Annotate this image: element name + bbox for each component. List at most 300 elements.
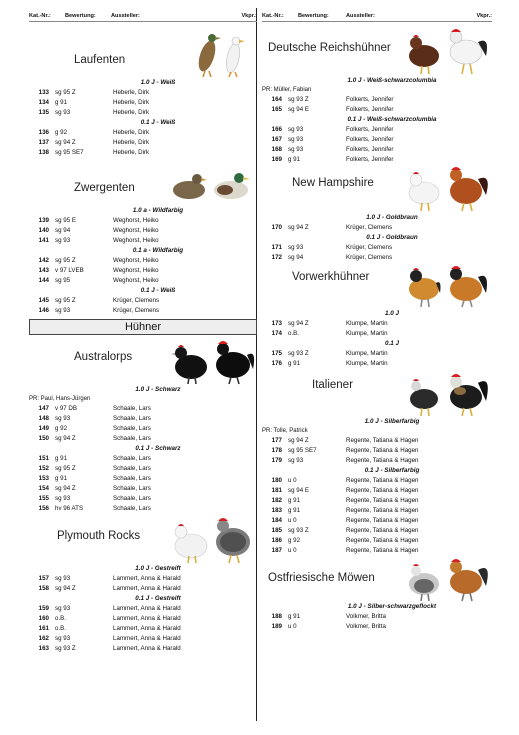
entry-row <box>262 516 492 526</box>
duck-image <box>179 26 257 78</box>
entry-exhibitor: Klumpe, Martin <box>346 360 388 367</box>
entry-exhibitor: Lammert, Anna & Harald <box>113 625 181 632</box>
entry-exhibitor: Schaale, Lars <box>113 465 151 472</box>
entry-list <box>262 436 492 466</box>
entry-number: 171 <box>271 244 282 251</box>
group-label: 0.1 J - Gestreift <box>135 595 181 602</box>
entry-exhibitor: Folkerts, Jennifer <box>346 126 394 133</box>
entry-exhibitor: Klumpe, Martin <box>346 330 388 337</box>
group-label: 1.0 J <box>384 310 399 317</box>
entry-number: 167 <box>271 136 282 143</box>
entry-row <box>262 105 492 115</box>
entry-grade: u 0 <box>288 517 297 524</box>
entry-list <box>29 454 257 514</box>
entry-number: 172 <box>271 254 282 261</box>
judge-line: PR: Müller, Fabian <box>262 87 312 93</box>
entry-row <box>29 256 257 266</box>
entry-grade: sg 95 SE7 <box>55 149 84 156</box>
chicken-image <box>167 339 257 385</box>
header-aus: Aussteller: <box>111 13 140 19</box>
entry-row <box>29 604 257 614</box>
entry-exhibitor: Volkmer, Britta <box>346 623 386 630</box>
judge-line: PR: Paul, Hans-Jürgen <box>29 396 91 402</box>
entry-row <box>29 434 257 444</box>
group-label: 0.1 J - Weiß <box>140 287 176 294</box>
entry-grade: u 0 <box>288 477 297 484</box>
entry-grade: sg 95 Z <box>55 89 76 96</box>
entry-number: 145 <box>38 297 49 304</box>
entry-grade: sg 94 Z <box>55 435 76 442</box>
chicken-image <box>167 516 257 564</box>
entry-grade: g 91 <box>288 360 301 367</box>
group-label: 1.0 J - Gestreift <box>135 565 181 572</box>
entry-row <box>262 223 492 233</box>
entry-grade: sg 93 <box>288 457 304 464</box>
group-label: 0.1 J <box>384 340 399 347</box>
entry-number: 152 <box>38 465 49 472</box>
entry-grade: g 91 <box>288 156 301 163</box>
breed-name: Laufenten <box>74 54 126 66</box>
breed-name: Ostfriesische Möwen <box>268 572 375 584</box>
entry-row <box>29 574 257 584</box>
entry-row <box>29 236 257 246</box>
chicken-image <box>402 265 492 309</box>
entry-number: 186 <box>271 537 282 544</box>
group-label: 0.1 J - Silberfarbig <box>364 467 420 474</box>
entry-row <box>29 414 257 424</box>
breed-name: Australorps <box>74 351 133 363</box>
breed-header-laufenten <box>29 26 257 78</box>
entry-list <box>29 216 257 246</box>
entry-grade: sg 94 <box>288 254 304 261</box>
entry-grade: sg 93 Z <box>55 645 76 652</box>
entry-exhibitor: Folkerts, Jennifer <box>346 136 394 143</box>
entry-row <box>29 494 257 504</box>
entry-number: 181 <box>271 487 282 494</box>
entry-row <box>262 622 492 632</box>
group-label: 0.1 J - Goldbraun <box>366 234 418 241</box>
entry-number: 169 <box>271 156 282 163</box>
entry-number: 156 <box>38 505 49 512</box>
entry-grade: u 0 <box>288 623 297 630</box>
entry-exhibitor: Schaale, Lars <box>113 495 151 502</box>
entry-exhibitor: Schaale, Lars <box>113 485 151 492</box>
entry-row <box>262 476 492 486</box>
header-nr: Kat.-Nr.: <box>29 13 51 19</box>
entry-grade: sg 94 Z <box>288 224 309 231</box>
entry-number: 166 <box>271 126 282 133</box>
entry-number: 150 <box>38 435 49 442</box>
entry-number: 139 <box>38 217 49 224</box>
breed-header-zwergenten <box>29 158 257 206</box>
entry-grade: sg 93 <box>55 495 71 502</box>
entry-number: 154 <box>38 485 49 492</box>
entry-row <box>262 125 492 135</box>
entry-grade: sg 93 <box>288 126 304 133</box>
breed-header-reichshuehner <box>262 26 492 76</box>
entry-row <box>262 155 492 165</box>
entry-number: 176 <box>271 360 282 367</box>
entry-exhibitor: Folkerts, Jennifer <box>346 156 394 163</box>
entry-grade: g 92 <box>55 129 68 136</box>
breed-name: Deutsche Reichshühner <box>268 42 391 54</box>
entry-grade: sg 93 <box>288 136 304 143</box>
judge-line: PR: Tolle, Patrick <box>262 428 308 434</box>
entry-grade: sg 93 <box>55 635 71 642</box>
entry-grade: sg 94 <box>55 227 71 234</box>
entry-exhibitor: Heberle, Dirk <box>113 129 150 136</box>
entry-exhibitor: Volkmer, Britta <box>346 613 386 620</box>
entry-row <box>262 446 492 456</box>
entry-exhibitor: Krüger, Clemens <box>113 297 160 304</box>
entry-row <box>29 216 257 226</box>
group-label: 1.0 a - Wildfarbig <box>132 207 184 214</box>
entry-row <box>29 624 257 634</box>
entry-number: 136 <box>38 129 49 136</box>
entry-row <box>29 226 257 236</box>
entry-exhibitor: Schaale, Lars <box>113 475 151 482</box>
entry-exhibitor: Regente, Tatiana & Hagen <box>346 497 419 504</box>
group-label: 1.0 J - Silber-schwarzgeflockt <box>347 603 437 610</box>
entry-row <box>29 424 257 434</box>
entry-grade: sg 93 <box>55 307 71 314</box>
entry-number: 143 <box>38 267 49 274</box>
table-header <box>29 12 257 22</box>
entry-row <box>29 404 257 414</box>
entry-row <box>262 456 492 466</box>
entry-exhibitor: Krüger, Clemens <box>113 307 160 314</box>
entry-exhibitor: Weghorst, Heiko <box>113 237 159 244</box>
entry-number: 163 <box>38 645 49 652</box>
entry-row <box>29 644 257 654</box>
entry-grade: sg 94 E <box>288 106 309 113</box>
entry-row <box>262 436 492 446</box>
entry-grade: g 91 <box>288 507 301 514</box>
header-bew: Bewertung: <box>298 13 329 19</box>
entry-grade: u 0 <box>288 547 297 554</box>
entry-number: 185 <box>271 527 282 534</box>
entry-row <box>29 484 257 494</box>
entry-grade: v 97 DB <box>55 405 78 412</box>
entry-exhibitor: Klumpe, Martin <box>346 320 388 327</box>
entry-number: 134 <box>38 99 49 106</box>
entry-number: 168 <box>271 146 282 153</box>
entry-number: 184 <box>271 517 282 524</box>
entry-list <box>262 476 492 556</box>
group-label: 0.1 a - Wildfarbig <box>132 247 184 254</box>
entry-grade: sg 95 E <box>55 217 76 224</box>
entry-exhibitor: Regente, Tatiana & Hagen <box>346 517 419 524</box>
entry-exhibitor: Regente, Tatiana & Hagen <box>346 507 419 514</box>
group-label: 0.1 J - Weiß <box>140 119 176 126</box>
breed-header-vorwerk <box>262 263 492 309</box>
entry-list <box>262 125 492 165</box>
right-column <box>262 12 492 632</box>
breed-header-plymouth <box>29 514 257 564</box>
entry-number: 153 <box>38 475 49 482</box>
chicken-image <box>402 558 492 602</box>
entry-grade: g 91 <box>55 455 68 462</box>
entry-grade: v 97 LVEB <box>55 267 84 274</box>
breed-name: Vorwerkhühner <box>292 271 370 283</box>
entry-grade: sg 94 Z <box>55 585 76 592</box>
entry-row <box>262 95 492 105</box>
entry-row <box>262 319 492 329</box>
entry-number: 149 <box>38 425 49 432</box>
entry-exhibitor: Lammert, Anna & Harald <box>113 645 181 652</box>
entry-grade: g 91 <box>55 475 68 482</box>
entry-list <box>262 223 492 233</box>
entry-number: 141 <box>38 237 49 244</box>
entry-number: 158 <box>38 585 49 592</box>
entry-row <box>262 135 492 145</box>
entry-row <box>29 266 257 276</box>
entry-exhibitor: Schaale, Lars <box>113 455 151 462</box>
entry-row <box>29 474 257 484</box>
entry-grade: o.B. <box>288 330 300 337</box>
entry-grade: sg 93 Z <box>288 350 309 357</box>
entry-row <box>29 504 257 514</box>
entry-exhibitor: Regente, Tatiana & Hagen <box>346 447 419 454</box>
entry-exhibitor: Lammert, Anna & Harald <box>113 575 181 582</box>
breed-header-newhampshire <box>262 165 492 213</box>
entry-row <box>29 306 257 316</box>
entry-row <box>29 108 257 118</box>
entry-row <box>262 506 492 516</box>
entry-number: 187 <box>271 547 282 554</box>
header-vkpr: Vkpr.: <box>476 13 492 19</box>
table-header <box>262 12 492 22</box>
entry-row <box>262 145 492 155</box>
entry-exhibitor: Krüger, Clemens <box>346 244 393 251</box>
entry-grade: o.B. <box>55 615 67 622</box>
entry-row <box>262 536 492 546</box>
entry-exhibitor: Heberle, Dirk <box>113 99 150 106</box>
breed-header-italiener <box>262 369 492 417</box>
entry-exhibitor: Lammert, Anna & Harald <box>113 615 181 622</box>
entry-grade: sg 93 <box>55 415 71 422</box>
group-label: 1.0 J - Weiß <box>140 79 176 86</box>
entry-row <box>262 546 492 556</box>
entry-list <box>29 296 257 316</box>
entry-list <box>29 256 257 286</box>
entry-row <box>262 329 492 339</box>
entry-row <box>262 359 492 369</box>
entry-exhibitor: Regente, Tatiana & Hagen <box>346 437 419 444</box>
entry-grade: sg 93 Z <box>288 527 309 534</box>
entry-exhibitor: Regente, Tatiana & Hagen <box>346 457 419 464</box>
entry-row <box>262 486 492 496</box>
entry-exhibitor: Folkerts, Jennifer <box>346 96 394 103</box>
entry-grade: sg 94 Z <box>288 437 309 444</box>
entry-number: 164 <box>271 96 282 103</box>
left-column <box>29 12 257 654</box>
entry-grade: sg 94 E <box>288 487 309 494</box>
breed-name: Italiener <box>312 379 353 391</box>
entry-number: 173 <box>271 320 282 327</box>
entry-exhibitor: Weghorst, Heiko <box>113 277 159 284</box>
entry-row <box>29 98 257 108</box>
entry-row <box>262 496 492 506</box>
entry-row <box>262 243 492 253</box>
entry-exhibitor: Lammert, Anna & Harald <box>113 585 181 592</box>
entry-grade: g 91 <box>55 99 68 106</box>
entry-grade: sg 93 <box>55 237 71 244</box>
entry-row <box>29 128 257 138</box>
entry-list <box>29 404 257 444</box>
header-nr: Kat.-Nr.: <box>262 13 284 19</box>
entry-exhibitor: Lammert, Anna & Harald <box>113 635 181 642</box>
header-bew: Bewertung: <box>65 13 96 19</box>
entry-number: 178 <box>271 447 282 454</box>
entry-row <box>29 276 257 286</box>
entry-number: 161 <box>38 625 49 632</box>
entry-grade: sg 94 Z <box>55 139 76 146</box>
entry-number: 147 <box>38 405 49 412</box>
entry-number: 140 <box>38 227 49 234</box>
entry-number: 180 <box>271 477 282 484</box>
entry-exhibitor: Schaale, Lars <box>113 435 151 442</box>
chicken-image <box>402 371 492 417</box>
entry-exhibitor: Folkerts, Jennifer <box>346 106 394 113</box>
entry-exhibitor: Regente, Tatiana & Hagen <box>346 487 419 494</box>
section-heading-huehner: Hühner <box>29 319 257 335</box>
entry-number: 170 <box>271 224 282 231</box>
entry-number: 155 <box>38 495 49 502</box>
entry-exhibitor: Heberle, Dirk <box>113 89 150 96</box>
entry-number: 146 <box>38 307 49 314</box>
entry-number: 160 <box>38 615 49 622</box>
group-label: 0.1 J - Weiß-schwarzcolumbia <box>347 116 437 123</box>
entry-exhibitor: Lammert, Anna & Harald <box>113 605 181 612</box>
entry-number: 157 <box>38 575 49 582</box>
entry-list <box>262 612 492 632</box>
entry-exhibitor: Regente, Tatiana & Hagen <box>346 477 419 484</box>
entry-number: 148 <box>38 415 49 422</box>
entry-grade: sg 93 <box>55 575 71 582</box>
header-aus: Aussteller: <box>346 13 375 19</box>
entry-number: 174 <box>271 330 282 337</box>
entry-grade: sg 94 Z <box>288 320 309 327</box>
entry-row <box>262 349 492 359</box>
entry-list <box>262 349 492 369</box>
entry-row <box>29 88 257 98</box>
entry-grade: o.B. <box>55 625 67 632</box>
entry-number: 144 <box>38 277 49 284</box>
breed-name: New Hampshire <box>292 177 374 189</box>
entry-exhibitor: Heberle, Dirk <box>113 149 150 156</box>
header-vkpr: Vkpr.: <box>241 13 257 19</box>
entry-row <box>29 464 257 474</box>
entry-exhibitor: Folkerts, Jennifer <box>346 146 394 153</box>
entry-grade: sg 95 Z <box>55 257 76 264</box>
entry-exhibitor: Schaale, Lars <box>113 425 151 432</box>
entry-grade: g 92 <box>55 425 68 432</box>
entry-exhibitor: Weghorst, Heiko <box>113 267 159 274</box>
entry-row <box>262 253 492 263</box>
entry-grade: sg 95 Z <box>55 297 76 304</box>
entry-grade: sg 93 Z <box>288 96 309 103</box>
entry-list <box>29 574 257 594</box>
call-duck-image <box>167 168 257 204</box>
breed-header-moewen <box>262 556 492 602</box>
entry-exhibitor: Heberle, Dirk <box>113 109 150 116</box>
entry-row <box>29 138 257 148</box>
entry-grade: sg 93 <box>288 244 304 251</box>
entry-grade: sg 95 Z <box>55 465 76 472</box>
group-label: 1.0 J - Silberfarbig <box>364 418 420 425</box>
entry-exhibitor: Weghorst, Heiko <box>113 217 159 224</box>
entry-number: 135 <box>38 109 49 116</box>
entry-list <box>262 243 492 263</box>
entry-exhibitor: Schaale, Lars <box>113 405 151 412</box>
entry-row <box>262 526 492 536</box>
entry-grade: g 91 <box>288 497 301 504</box>
entry-exhibitor: Klumpe, Martin <box>346 350 388 357</box>
entry-exhibitor: Krüger, Clemens <box>346 254 393 261</box>
entry-list <box>29 88 257 118</box>
entry-row <box>29 614 257 624</box>
entry-number: 165 <box>271 106 282 113</box>
entry-grade: sg 93 <box>55 605 71 612</box>
entry-grade: sg 95 <box>55 277 71 284</box>
group-label: 1.0 J - Schwarz <box>135 386 181 393</box>
entry-exhibitor: Weghorst, Heiko <box>113 257 159 264</box>
entry-exhibitor: Regente, Tatiana & Hagen <box>346 537 419 544</box>
entry-number: 137 <box>38 139 49 146</box>
entry-grade: sg 93 <box>288 146 304 153</box>
chicken-image <box>402 165 492 213</box>
entry-list <box>29 128 257 158</box>
group-label: 0.1 J - Schwarz <box>135 445 181 452</box>
entry-grade: hv 96 ATS <box>55 505 84 512</box>
entry-row <box>29 454 257 464</box>
entry-number: 159 <box>38 605 49 612</box>
entry-exhibitor: Schaale, Lars <box>113 505 151 512</box>
entry-number: 162 <box>38 635 49 642</box>
entry-grade: sg 95 SE7 <box>288 447 317 454</box>
entry-list <box>262 319 492 339</box>
entry-number: 151 <box>38 455 49 462</box>
entry-exhibitor: Regente, Tatiana & Hagen <box>346 527 419 534</box>
entry-exhibitor: Krüger, Clemens <box>346 224 393 231</box>
entry-list <box>29 604 257 654</box>
breed-name: Plymouth Rocks <box>57 530 141 542</box>
entry-grade: sg 93 <box>55 109 71 116</box>
entry-exhibitor: Weghorst, Heiko <box>113 227 159 234</box>
entry-number: 142 <box>38 257 49 264</box>
entry-number: 138 <box>38 149 49 156</box>
entry-number: 188 <box>271 613 282 620</box>
entry-number: 179 <box>271 457 282 464</box>
entry-grade: g 91 <box>288 613 301 620</box>
entry-row <box>29 634 257 644</box>
group-label: 1.0 J - Weiß-schwarzcolumbia <box>347 77 437 84</box>
entry-number: 133 <box>38 89 49 96</box>
entry-row <box>29 584 257 594</box>
entry-grade: g 92 <box>288 537 301 544</box>
entry-number: 177 <box>271 437 282 444</box>
entry-row <box>262 612 492 622</box>
entry-number: 183 <box>271 507 282 514</box>
group-label: 1.0 J - Goldbraun <box>366 214 418 221</box>
entry-number: 175 <box>271 350 282 357</box>
entry-number: 189 <box>271 623 282 630</box>
entry-number: 182 <box>271 497 282 504</box>
breed-name: Zwergenten <box>74 182 135 194</box>
breed-header-australorps <box>29 339 257 385</box>
entry-row <box>29 296 257 306</box>
